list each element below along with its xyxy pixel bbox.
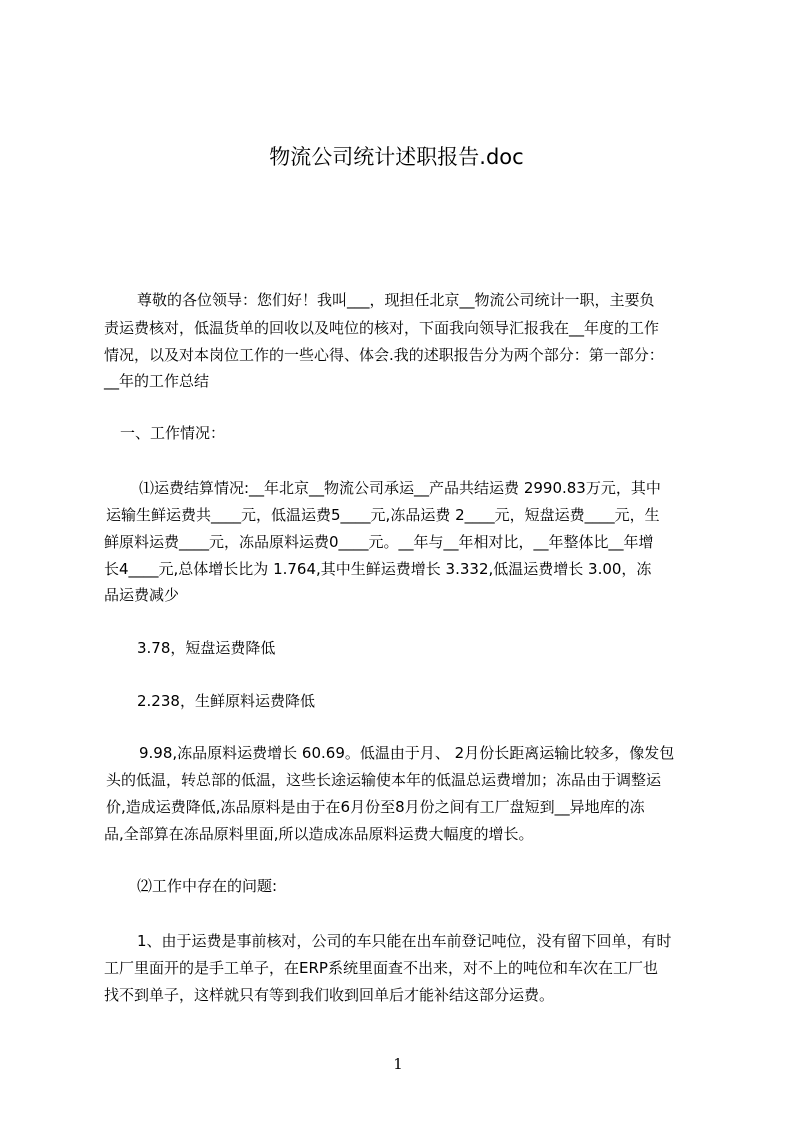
paragraph-line: 1、由于运费是事前核对，公司的车只能在出车前登记吨位，没有留下回单，有时 xyxy=(137,932,672,950)
section-heading: 一、工作情况： xyxy=(120,424,226,442)
paragraph-line: __年的工作总结 xyxy=(104,372,210,390)
paragraph-line: 品运费减少 xyxy=(104,586,180,604)
document-title: 物流公司统计述职报告.doc xyxy=(269,145,524,169)
subsection-heading: ⑵工作中存在的问题: xyxy=(137,877,278,895)
paragraph-line: 责运费核对，低温货单的回收以及吨位的核对，下面我向领导汇报我在__年度的工作 xyxy=(104,319,660,337)
paragraph-line: 情况，以及对本岗位工作的一些心得、体会.我的述职报告分为两个部分：第一部分： xyxy=(104,346,664,364)
paragraph-line: 运输生鲜运费共____元，低温运费5____元,冻品运费 2____元，短盘运费____元，生 xyxy=(106,506,660,524)
paragraph-line: 尊敬的各位领导：您们好！我叫___，现担任北京__物流公司统计一职，主要负 xyxy=(137,291,655,309)
paragraph-line: 价,造成运费降低,冻品原料是由于在6月份至8月份之间有工厂盘短到__异地库的冻 xyxy=(106,798,645,816)
paragraph-line: 3.78，短盘运费降低 xyxy=(137,639,276,657)
paragraph-line: 头的低温，转总部的低温，这些长途运输使本年的低温总运费增加；冻品由于调整运 xyxy=(106,771,662,789)
paragraph-line: ⑴运费结算情况:__年北京__物流公司承运__产品共结运费 2990.83万元，其中 xyxy=(139,479,661,497)
paragraph-line: 长4____元,总体增长比为 1.764,其中生鲜运费增长 3.332,低温运费增长 3.00，冻 xyxy=(104,560,652,578)
paragraph-line: 找不到单子，这样就只有等到我们收到回单后才能补结这部分运费。 xyxy=(104,986,555,1004)
paragraph-line: 品,全部算在冻品原料里面,所以造成冻品原料运费大幅度的增长。 xyxy=(104,825,534,843)
page-number: 1 xyxy=(393,1055,403,1073)
paragraph-line: 鲜原料运费____元，冻品原料运费0____元。__年与__年相对比，__年整体比__年增 xyxy=(104,533,654,551)
paragraph-line: 2.238，生鲜原料运费降低 xyxy=(137,692,315,710)
paragraph-line: 工厂里面开的是手工单子，在ERP系统里面查不出来，对不上的吨位和车次在工厂也 xyxy=(104,959,658,977)
paragraph-line: 9.98,冻品原料运费增长 60.69。低温由于月、 2月份长距离运输比较多，像发包 xyxy=(139,744,675,762)
